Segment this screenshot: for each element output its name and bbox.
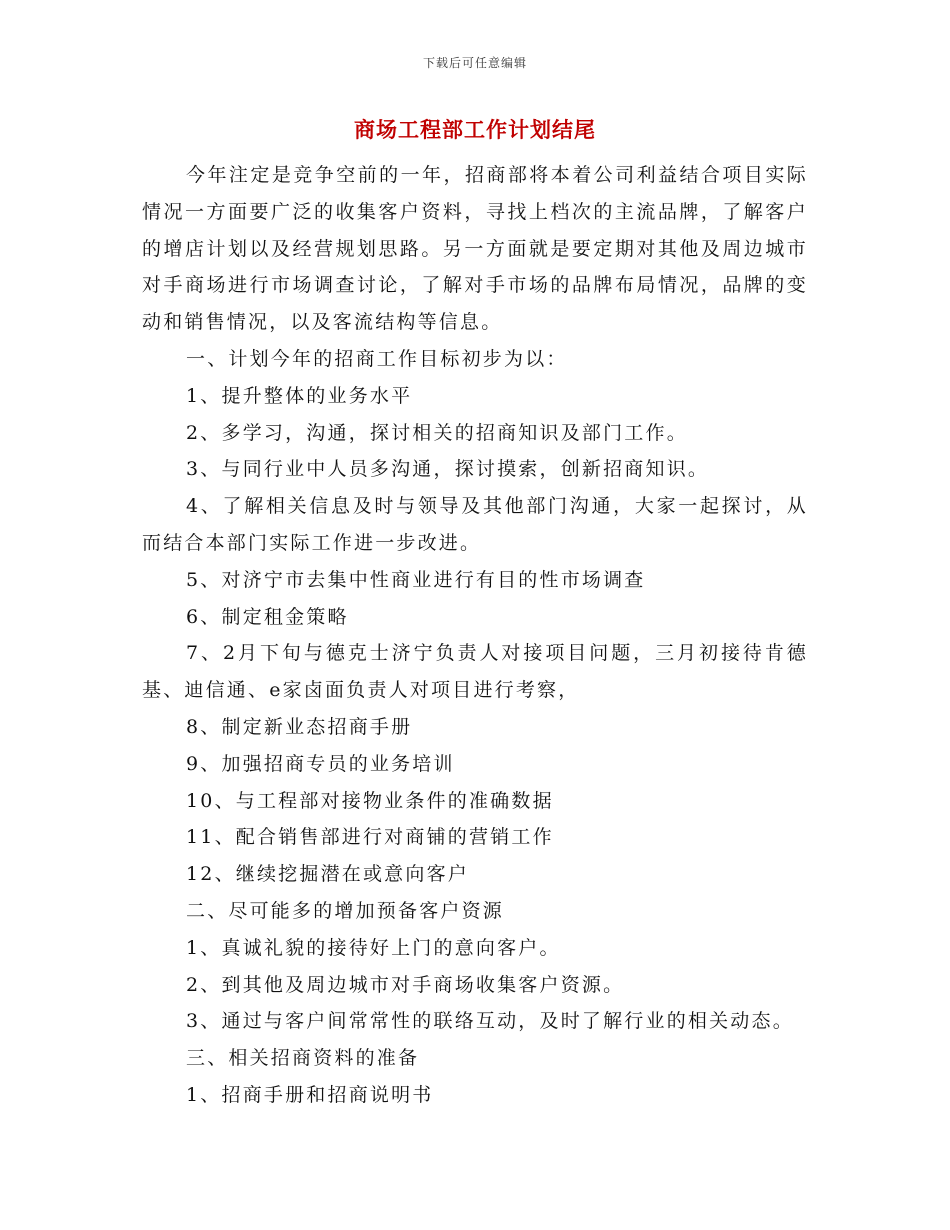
list-item: 11、配合销售部进行对商铺的营销工作 [186,826,554,849]
list-item: 5、对济宁市去集中性商业进行有目的性市场调查 [186,568,646,591]
list-item: 3、通过与客户间常常性的联络互动，及时了解行业的相关动态。 [186,1010,794,1033]
section-heading-2: 二、尽可能多的增加预备客户资源 [186,899,505,922]
list-item: 6、制定租金策略 [186,605,349,628]
list-item: 3、与同行业中人员多沟通，探讨摸索，创新招商知识。 [186,458,710,481]
section-heading-1: 一、计划今年的招商工作目标初步为以： [186,347,568,370]
list-item: 10、与工程部对接物业条件的准确数据 [186,789,554,812]
document-title: 商场工程部工作计划结尾 [354,117,596,142]
header-note: 下载后可任意编辑 [422,56,527,70]
list-item: 4、了解相关信息及时与领导及其他部门沟通，大家一起探讨，从而结合本部门实际工作进一步改进。 [142,495,808,554]
list-item: 2、到其他及周边城市对手商场收集客户资源。 [186,973,625,996]
intro-paragraph: 今年注定是竞争空前的一年，招商部将本着公司利益结合项目实际情况一方面要广泛的收集客户资料，寻找上档次的主流品牌，了解客户的增店计划以及经营规划思路。另一方面就是要定期对其他及周边城市对手商场进行市场调查讨论，了解对手市场的品牌布局情况，品牌的变动和销售情况，以及客流结构等信息。 [142,164,808,334]
list-item: 1、招商手册和招商说明书 [186,1083,434,1106]
section-heading-3: 三、相关招商资料的准备 [186,1047,420,1070]
document-body [142,157,808,1114]
list-item: 12、继续挖掘潜在或意向客户 [186,863,469,886]
list-item: 2、多学习，沟通，探讨相关的招商知识及部门工作。 [186,421,688,444]
list-item: 1、提升整体的业务水平 [186,384,413,407]
list-item: 8、制定新业态招商手册 [186,715,413,738]
list-item: 1、真诚礼貌的接待好上门的意向客户。 [186,936,561,959]
list-item: 9、加强招商专员的业务培训 [186,752,455,775]
list-item: 7、2月下旬与德克士济宁负责人对接项目问题，三月初接待肯德基、迪信通、e家卤面负责人对项目进行考察， [142,642,808,702]
